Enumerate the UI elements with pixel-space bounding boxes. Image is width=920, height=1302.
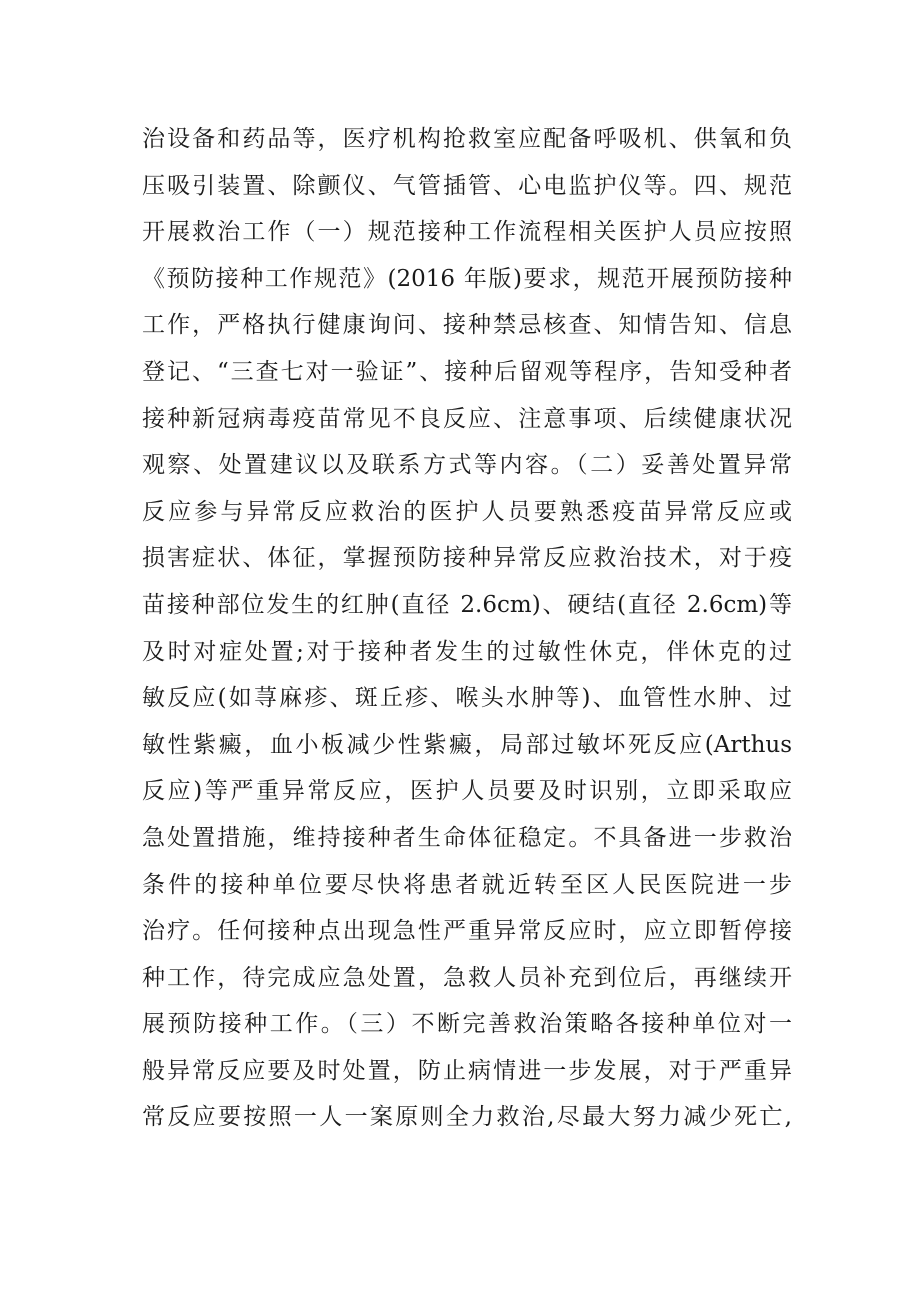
text-line: 损害症状、体征，掌握预防接种异常反应救治技术，对于疫 xyxy=(142,545,792,572)
text-line: 登记、“三查七对一验证”、接种后留观等程序，告知受种者 xyxy=(142,358,792,385)
text-line: 敏性紫癜，血小板减少性紫癜，局部过敏坏死反应(Arthus xyxy=(142,731,792,758)
text-line: 急处置措施，维持接种者生命体征稳定。不具备进一步救治 xyxy=(142,824,792,851)
body-text xyxy=(142,116,792,1141)
text-line: 反应参与异常反应救治的医护人员要熟悉疫苗异常反应或 xyxy=(142,498,792,525)
text-line: 压吸引装置、除颤仪、气管插管、心电监护仪等。四、规范 xyxy=(142,172,792,199)
text-line: 种工作，待完成应急处置，急救人员补充到位后，再继续开 xyxy=(142,964,792,991)
text-line: 反应)等严重异常反应，医护人员要及时识别，立即采取应 xyxy=(142,778,792,805)
text-line: 《预防接种工作规范》(2016 年版)要求，规范开展预防接种 xyxy=(142,265,792,292)
text-line: 条件的接种单位要尽快将患者就近转至区人民医院进一步 xyxy=(142,871,792,898)
text-line: 般异常反应要及时处置，防止病情进一步发展，对于严重异 xyxy=(142,1057,792,1084)
text-line: 开展救治工作（一）规范接种工作流程相关医护人员应按照 xyxy=(142,219,792,246)
text-line: 治设备和药品等，医疗机构抢救室应配备呼吸机、供氧和负 xyxy=(142,126,792,152)
text-line: 观察、处置建议以及联系方式等内容。（二）妥善处置异常 xyxy=(142,452,792,479)
text-line: 常反应要按照一人一案原则全力救治,尽最大努力减少死亡, xyxy=(142,1104,792,1131)
text-line: 苗接种部位发生的红肿(直径 2.6cm)、硬结(直径 2.6cm)等 xyxy=(142,591,792,618)
text-line: 敏反应(如荨麻疹、斑丘疹、喉头水肿等)、血管性水肿、过 xyxy=(142,685,792,712)
text-line: 工作，严格执行健康询问、接种禁忌核查、知情告知、信息 xyxy=(142,312,792,339)
text-line: 及时对症处置;对于接种者发生的过敏性休克，伴休克的过 xyxy=(142,638,792,665)
text-line: 治疗。任何接种点出现急性严重异常反应时，应立即暂停接 xyxy=(142,918,792,945)
text-line: 展预防接种工作。（三）不断完善救治策略各接种单位对一 xyxy=(142,1011,792,1038)
text-line: 接种新冠病毒疫苗常见不良反应、注意事项、后续健康状况 xyxy=(142,405,792,432)
